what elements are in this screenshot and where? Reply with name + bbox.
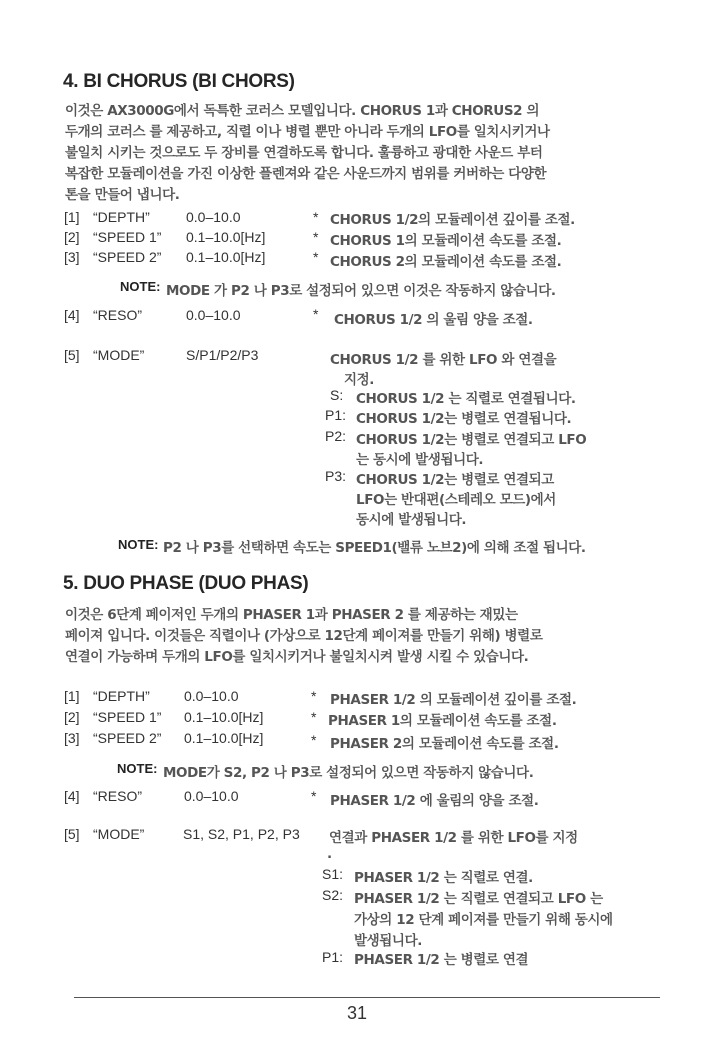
param-name: “SPEED 2” [93,249,162,265]
param-range: S1, S2, P1, P2, P3 [183,826,300,842]
section-5-title: 5. DUO PHASE (DUO PHAS) [63,573,309,594]
param-index: [2] [64,709,80,725]
param-name: “RESO” [93,788,142,804]
mode-option-text: PHASER 1/2 는 직렬로 연결되고 LFO 는 [354,891,603,907]
param-index: [5] [64,826,80,842]
mode-option-text: PHASER 1/2 는 직렬로 연결. [354,870,533,886]
section-5-intro-line: 페이져 입니다. 이것들은 직렬이나 (가상으로 12단계 페이져를 만들기 위해) 병렬로 [65,628,543,644]
param-description: CHORUS 1의 모듈레이션 속도를 조절. [330,233,562,249]
section-4-intro-line: 두개의 코러스 를 제공하고, 직렬 이나 병렬 뿐만 아니라 두개의 LFO를 일치시키거나 [65,124,550,140]
mode-option-key: P1: [322,949,344,965]
param-range: 0.1–10.0[Hz] [184,730,264,746]
param-index: [3] [64,249,80,265]
param-star: * [311,732,317,748]
param-index: [4] [64,788,80,804]
param-index: [5] [64,347,80,363]
param-range: 0.1–10.0[Hz] [186,229,266,245]
param-description: PHASER 1/2 에 울림의 양을 조절. [330,793,539,809]
note-label: NOTE: [117,761,158,776]
param-description: PHASER 1의 모듈레이션 속도를 조절. [328,713,557,729]
section-4-intro-line: 이것은 AX3000G에서 독특한 코러스 모델입니다. CHORUS 1과 CHORUS2 의 [65,103,540,119]
page-number: 31 [347,1003,368,1023]
param-index: [1] [64,688,80,704]
param-range: 0.0–10.0 [186,209,241,225]
param-description: CHORUS 1/2 를 위한 LFO 와 연결을 [330,352,557,368]
param-description: PHASER 2의 모듈레이션 속도를 조절. [330,736,559,752]
mode-option-text: CHORUS 1/2는 병렬로 연결되고 LFO [356,432,587,448]
param-index: [1] [64,209,80,225]
mode-option-text: PHASER 1/2 는 병렬로 연결 [354,952,529,968]
mode-option-text: 발생됩니다. [354,933,422,949]
mode-option-text: 동시에 발생됩니다. [356,512,467,528]
param-index: [2] [64,229,80,245]
footer-divider [74,997,660,998]
note-label: NOTE: [120,279,161,294]
section-4-intro-line: 복잡한 모듈레이션을 가진 이상한 플렌져와 같은 사운드까지 범위를 커버하는 다양한 [65,166,547,182]
mode-option-text: 가상의 12 단계 페이져를 만들기 위해 동시에 [354,912,613,928]
param-range: 0.1–10.0[Hz] [186,249,266,265]
param-range: 0.0–10.0 [186,307,241,323]
param-name: “SPEED 2” [93,730,162,746]
param-description: CHORUS 1/2의 모듈레이션 깊이를 조절. [330,212,575,228]
mode-option-key: P1: [325,407,347,423]
param-star: * [311,688,317,704]
note-text: MODE가 S2, P2 나 P3로 설정되어 있으면 작동하지 않습니다. [163,765,534,781]
param-star: * [313,229,319,245]
param-star: * [311,709,317,725]
section-5-intro-line: 이것은 6단계 페이저인 두개의 PHASER 1과 PHASER 2 를 제공하는 재밌는 [65,607,518,623]
param-range: S/P1/P2/P3 [186,347,259,363]
param-description: 지정. [344,372,375,388]
section-5-intro-line: 연결이 가능하며 두개의 LFO를 일치시키거나 불일치시켜 발생 시킬 수 있습니다. [65,649,529,665]
mode-option-key: S: [330,387,344,403]
param-range: 0.1–10.0[Hz] [184,709,264,725]
note-text: MODE 가 P2 나 P3로 설정되어 있으면 이것은 작동하지 않습니다. [166,283,556,299]
param-description: . [327,846,332,862]
param-star: * [313,209,319,225]
mode-option-key: P3: [325,468,347,484]
param-range: 0.0–10.0 [184,788,239,804]
param-star: * [311,788,317,804]
param-star: * [313,306,319,322]
mode-option-key: S2: [322,887,344,903]
param-name: “SPEED 1” [93,709,162,725]
note-label: NOTE: [118,537,159,552]
mode-option-key: S1: [322,866,344,882]
mode-option-text: 는 동시에 발생됩니다. [356,452,484,468]
param-name: “MODE” [93,347,145,363]
param-description: CHORUS 2의 모듈레이션 속도를 조절. [330,254,562,270]
note-text: P2 나 P3를 선택하면 속도는 SPEED1(밸류 노브2)에 의해 조절 됩니다. [163,540,586,556]
section-4-title: 4. BI CHORUS (BI CHORS) [63,71,295,92]
param-range: 0.0–10.0 [184,688,239,704]
param-index: [4] [64,307,80,323]
mode-option-text: LFO는 반대편(스테레오 모드)에서 [356,492,556,508]
mode-option-text: CHORUS 1/2는 병렬로 연결되고 [356,472,554,488]
param-name: “RESO” [93,307,142,323]
param-name: “DEPTH” [93,688,150,704]
param-name: “MODE” [93,826,145,842]
mode-option-text: CHORUS 1/2 는 직렬로 연결됩니다. [356,391,576,407]
param-description: PHASER 1/2 의 모듈레이션 깊이를 조절. [330,692,577,708]
param-index: [3] [64,730,80,746]
param-star: * [313,249,319,265]
mode-option-key: P2: [325,428,347,444]
param-description: CHORUS 1/2 의 울림 양을 조절. [334,312,533,328]
param-description: 연결과 PHASER 1/2 를 위한 LFO를 지정 [329,830,578,846]
mode-option-text: CHORUS 1/2는 병렬로 연결됩니다. [356,411,572,427]
section-4-intro-line: 불일치 시키는 것으로도 두 장비를 연결하도록 합니다. 훌륭하고 광대한 사운드 부터 [65,145,543,161]
param-name: “SPEED 1” [93,229,162,245]
param-name: “DEPTH” [93,209,150,225]
section-4-intro-line: 톤을 만들어 냅니다. [65,187,180,203]
